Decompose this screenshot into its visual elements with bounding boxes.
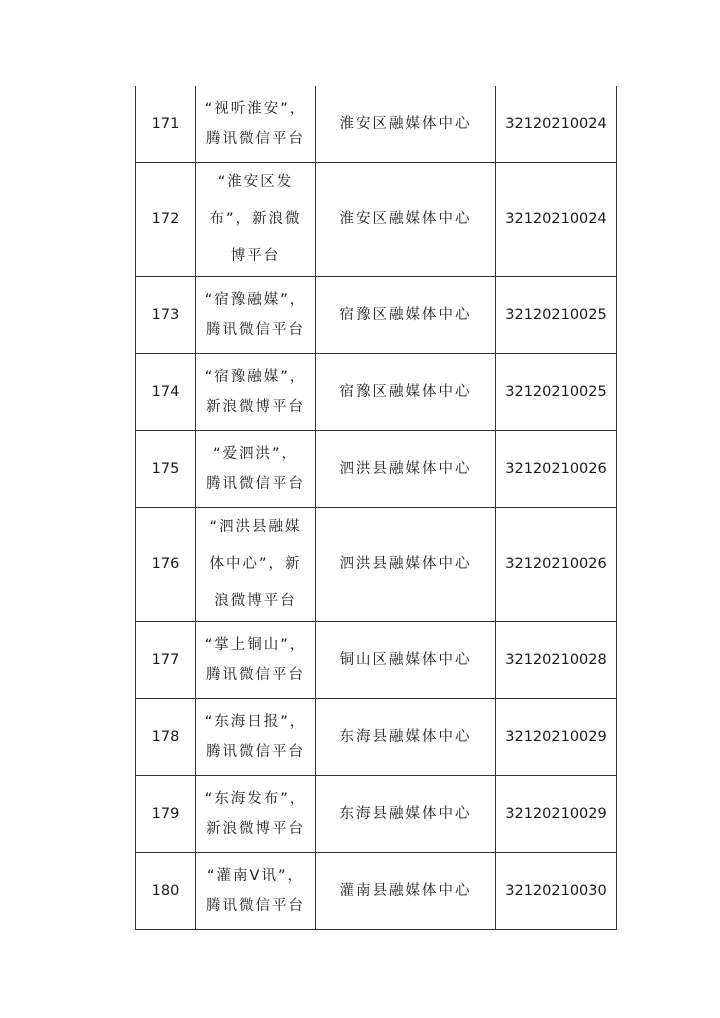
registration-code: 32120210025: [496, 354, 617, 431]
table-row: [136, 853, 617, 930]
table-row: [136, 354, 617, 431]
table-row: [136, 431, 617, 508]
platform-name: “东海日报”， 腾讯微信平台: [204, 714, 307, 760]
platform-name-cell: [196, 354, 316, 431]
platform-name: “宿豫融媒”， 新浪微博平台: [204, 369, 307, 415]
organization-name: 宿豫区融媒体中心: [316, 354, 496, 431]
platform-name-cell: [196, 853, 316, 930]
row-number: 178: [136, 699, 196, 776]
platform-name: “泗洪县融媒 体中心”，新 浪微博平台: [209, 519, 302, 609]
organization-name: 淮安区融媒体中心: [316, 163, 496, 277]
registration-code: 32120210029: [496, 776, 617, 853]
table-row: [136, 508, 617, 622]
row-number: 177: [136, 622, 196, 699]
platform-name: “掌上铜山”， 腾讯微信平台: [204, 637, 307, 683]
platform-name: “爱泗洪”， 腾讯微信平台: [206, 446, 305, 492]
organization-name: 灌南县融媒体中心: [316, 853, 496, 930]
registration-code: 32120210024: [496, 163, 617, 277]
row-number: 175: [136, 431, 196, 508]
organization-name: 淮安区融媒体中心: [316, 86, 496, 163]
registration-code: 32120210028: [496, 622, 617, 699]
platform-name-cell: [196, 699, 316, 776]
table-row: [136, 622, 617, 699]
table-row: [136, 277, 617, 354]
platform-name-cell: [196, 431, 316, 508]
row-number: 179: [136, 776, 196, 853]
registration-code: 32120210026: [496, 431, 617, 508]
table-row: [136, 699, 617, 776]
table-row: [136, 776, 617, 853]
organization-name: 东海县融媒体中心: [316, 699, 496, 776]
platform-name: “灌南V讯”， 腾讯微信平台: [206, 868, 305, 914]
registration-code: 32120210030: [496, 853, 617, 930]
row-number: 171: [136, 86, 196, 163]
platform-name-cell: [196, 508, 316, 622]
platform-name-cell: [196, 277, 316, 354]
organization-name: 泗洪县融媒体中心: [316, 508, 496, 622]
table-row: [136, 163, 617, 277]
registration-code: 32120210029: [496, 699, 617, 776]
table-body: [136, 86, 617, 930]
registration-code: 32120210024: [496, 86, 617, 163]
table-row: [136, 86, 617, 163]
registration-code: 32120210025: [496, 277, 617, 354]
row-number: 174: [136, 354, 196, 431]
platform-name-cell: [196, 776, 316, 853]
row-number: 172: [136, 163, 196, 277]
organization-name: 泗洪县融媒体中心: [316, 431, 496, 508]
organization-name: 铜山区融媒体中心: [316, 622, 496, 699]
platform-name: “视听淮安”， 腾讯微信平台: [204, 101, 307, 147]
platform-name-cell: [196, 86, 316, 163]
platform-name-cell: [196, 163, 316, 277]
row-number: 173: [136, 277, 196, 354]
platform-name: “宿豫融媒”， 腾讯微信平台: [204, 292, 307, 338]
platform-name-cell: [196, 622, 316, 699]
organization-name: 东海县融媒体中心: [316, 776, 496, 853]
row-number: 180: [136, 853, 196, 930]
organization-name: 宿豫区融媒体中心: [316, 277, 496, 354]
platform-name: “淮安区发 布”，新浪微 博平台: [209, 174, 302, 264]
row-number: 176: [136, 508, 196, 622]
registration-code: 32120210026: [496, 508, 617, 622]
platform-name: “东海发布”， 新浪微博平台: [204, 791, 307, 837]
registry-table: [135, 86, 617, 930]
